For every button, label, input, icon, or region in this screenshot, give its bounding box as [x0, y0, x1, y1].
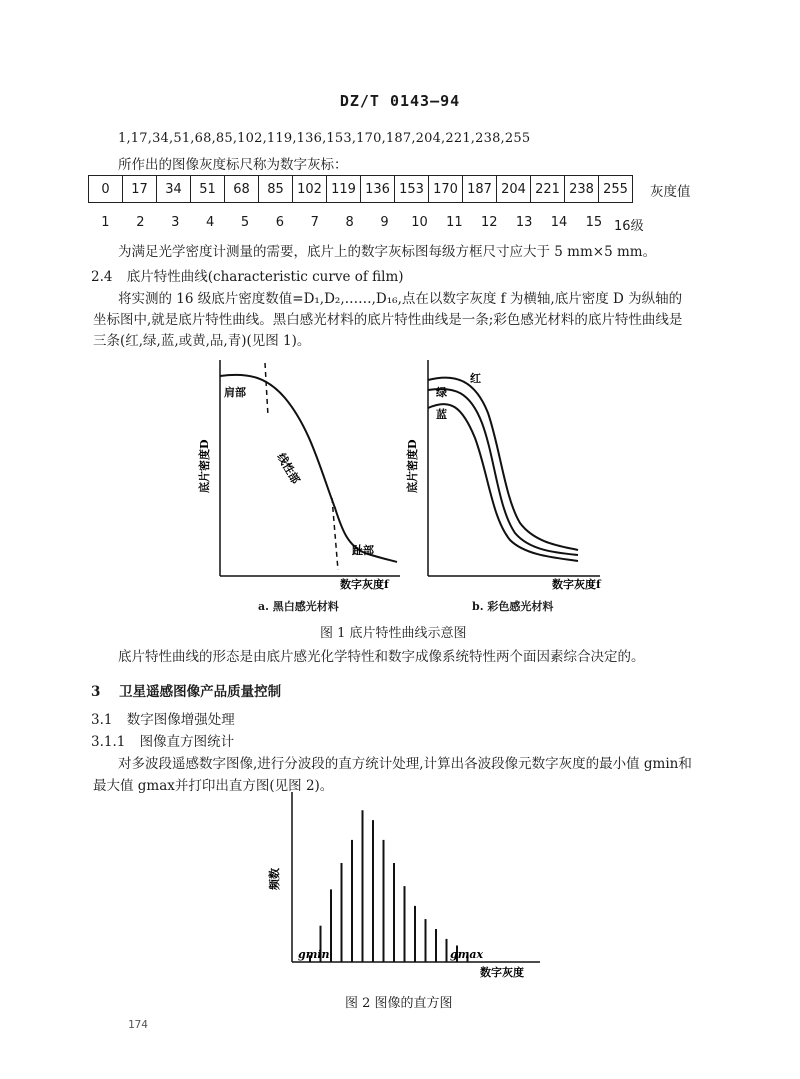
section-3-1-1 [91, 730, 234, 750]
level-label: 16级 [614, 219, 644, 234]
section-title: 底片特性曲线(characteristic curve of film) [126, 269, 404, 285]
level-label: 9 [380, 215, 389, 230]
gray-cell: 221 [531, 176, 565, 203]
gmin-label: gmin [298, 948, 330, 961]
fig1a-caption: a. 黑白感光材料 [258, 600, 339, 613]
level-label: 15 [585, 215, 603, 230]
y-axis-label: 频数 [268, 868, 281, 890]
figure-2-histogram [270, 790, 550, 980]
y-axis-label: 底片密度D [198, 439, 211, 493]
figure-1-caption: 图 1 底片特性曲线示意图 [320, 626, 467, 641]
x-axis-label: 数字灰度 [480, 966, 524, 979]
section-3 [91, 680, 281, 700]
level-row [88, 215, 646, 234]
level-label: 4 [205, 215, 215, 230]
red-curve [428, 378, 578, 550]
toe-label: 趾部 [352, 544, 374, 557]
characteristic-curve [220, 375, 397, 562]
figure-1a [190, 358, 410, 590]
green-label: 绿 [436, 386, 447, 399]
gmax-label: gmax [450, 948, 484, 961]
level-label: 1 [101, 215, 110, 230]
gray-cell: 102 [293, 176, 327, 203]
gray-unit-label: 灰度值 [650, 184, 691, 200]
gray-cell: 17 [123, 176, 157, 203]
section-number: 2.4 [91, 269, 113, 285]
fig1b-caption: b. 彩色感光材料 [472, 600, 554, 613]
paragraph-4-line-2: 最大值 gmax并打印出直方图(见图 2)。 [93, 778, 334, 794]
paragraph-2-line-2: 坐标图中,就是底片特性曲线。黑白感光材料的底片特性曲线是一条;彩色感光材料的底片特性曲线是 [93, 312, 683, 328]
page-header: DZ/T 0143—94 [339, 92, 461, 110]
paragraph-1: 为满足光学密度计测量的需要，底片上的数字灰标图每级方框尺寸应大于 5 mm×5 mm。 [118, 244, 657, 260]
paragraph-2-line-1: 将实测的 16 级底片密度数值=D₁,D₂,……,D₁₆,点在以数字灰度 f 为横轴,底片密度 D 为纵轴的 [118, 291, 683, 307]
section-number: 3 [91, 684, 101, 700]
y-axis-label: 底片密度D [406, 439, 419, 493]
gray-cell: 119 [327, 176, 361, 203]
paragraph-3: 底片特性曲线的形态是由底片感光化学特性和数字成像系统特性两个面因素综合决定的。 [118, 649, 645, 665]
gray-cell: 153 [395, 176, 429, 203]
section-title: 数字图像增强处理 [126, 712, 235, 728]
gray-cell: 34 [157, 176, 191, 203]
gray-cell: 187 [463, 176, 497, 203]
x-axis-label: 数字灰度f [552, 578, 601, 591]
level-label: 3 [171, 215, 180, 230]
red-label: 红 [470, 372, 481, 385]
gray-cell: 170 [429, 176, 463, 203]
x-axis-label: 数字灰度f [340, 578, 389, 591]
level-label: 13 [515, 215, 533, 230]
shoulder-divider [265, 363, 268, 416]
section-number: 3.1.1 [91, 734, 126, 750]
paragraph-4-line-1: 对多波段遥感数字图像,进行分波段的直方统计处理,计算出各波段像元数字灰度的最小值 gmin和 [118, 756, 692, 772]
section-2-4 [91, 265, 404, 285]
figure-2-caption: 图 2 图像的直方图 [345, 996, 453, 1011]
level-label: 12 [480, 215, 498, 230]
gray-cell: 238 [565, 176, 599, 203]
linear-label: 线性部 [274, 451, 303, 487]
page-number: 174 [128, 1018, 148, 1031]
paragraph-2-line-3: 三条(红,绿,蓝,或黄,品,青)(见图 1)。 [93, 333, 311, 349]
gray-cell: 0 [89, 176, 123, 203]
gray-cell: 255 [599, 176, 633, 203]
level-label: 10 [411, 215, 428, 230]
section-title: 图像直方图统计 [139, 734, 235, 750]
gray-cell: 51 [191, 176, 225, 203]
level-label: 8 [345, 215, 354, 230]
level-label: 5 [240, 215, 250, 230]
level-label: 2 [136, 215, 145, 230]
gray-cell: 136 [361, 176, 395, 203]
gray-scale-table [88, 175, 633, 203]
intro-text: 所作出的图像灰度标尺称为数字灰标： [118, 157, 348, 173]
figure-1b [400, 358, 610, 590]
gray-sequence: 1,17,34,51,68,85,102,119,136,153,170,187,204,221,238,255 [118, 131, 531, 146]
section-title: 卫星遥感图像产品质量控制 [119, 684, 282, 700]
level-label: 14 [550, 215, 568, 230]
histogram-bars [310, 810, 468, 962]
blue-label: 蓝 [436, 408, 447, 421]
blue-curve [428, 404, 578, 561]
gray-cell: 68 [225, 176, 259, 203]
section-3-1 [91, 708, 235, 728]
level-label: 11 [446, 215, 463, 230]
section-number: 3.1 [91, 712, 113, 728]
gray-cell: 204 [497, 176, 531, 203]
level-label: 7 [310, 215, 319, 230]
level-label: 6 [275, 215, 285, 230]
shoulder-label: 肩部 [224, 386, 246, 399]
gray-cell: 85 [259, 176, 293, 203]
